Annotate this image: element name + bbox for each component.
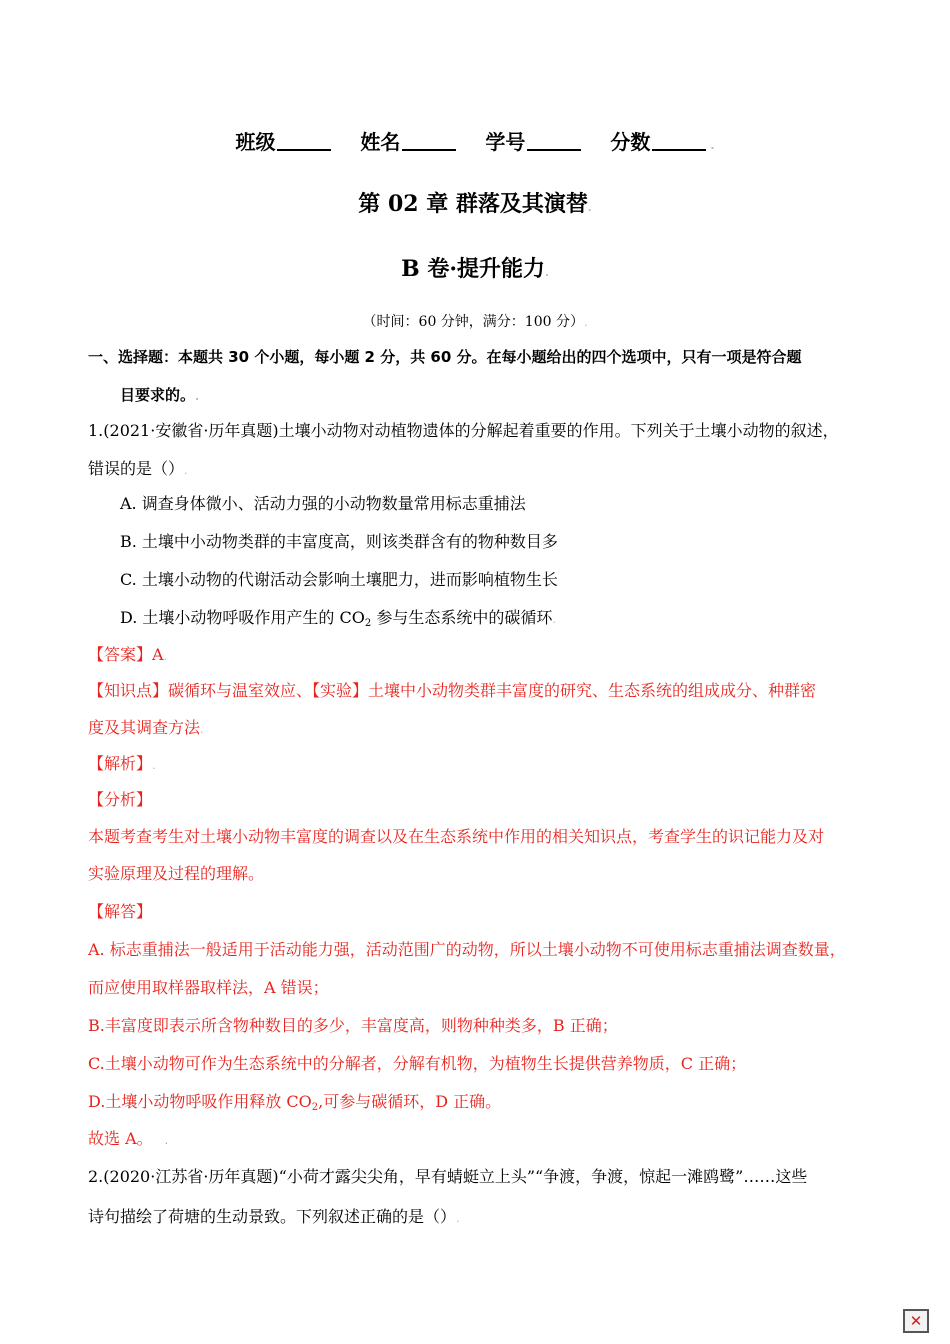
q1-knowledge-line1: 【知识点】碳循环与温室效应、【实验】土壤中小动物类群丰富度的研究、生态系统的组成成分、种群密 — [88, 681, 817, 700]
paragraph-mark: . — [195, 390, 200, 403]
q1-jieda-a-line1: A. 标志重捕法一般适用于活动能力强，活动范围广的动物，所以土壤小动物不可使用标志重捕法调查数量， — [88, 940, 846, 959]
q1-knowledge-line2-text: 度及其调查方法 — [88, 718, 201, 737]
class-blank — [277, 131, 331, 151]
q1-jieda-d-text-end: ,可参与碳循环，D 正确。 — [318, 1092, 502, 1111]
name-blank — [402, 131, 456, 151]
q1-stem-line2 — [88, 458, 188, 482]
q1-conclusion-text: 故选 A。 — [88, 1129, 153, 1148]
q1-option-a: A. 调查身体微小、活动力强的小动物数量常用标志重捕法 — [120, 494, 526, 513]
q1-option-d-text: D. 土壤小动物呼吸作用产生的 CO — [120, 608, 365, 627]
q1-analysis-label-text: 【解析】 — [88, 754, 153, 773]
q2-stem-line1: 2.(2020·江苏省·历年真题)“小荷才露尖尖角，早有蜻蜓立上头”“争渡，争渡，惊起一滩鸥鹭”……这些 — [88, 1167, 808, 1186]
paragraph-mark: . — [164, 1134, 169, 1147]
q1-jieda-b: B.丰富度即表示所含物种数目的多少，丰富度高，则物种种类多，B 正确； — [88, 1016, 618, 1035]
q1-knowledge-line2 — [88, 717, 204, 741]
q1-fenxi-line1: 本题考查考生对土壤小动物丰富度的调查以及在生态系统中作用的相关知识点，考查学生的识记能力及对 — [88, 827, 825, 846]
chapter-title — [0, 189, 950, 223]
q1-analysis-label — [88, 753, 156, 777]
paragraph-mark: . — [710, 139, 715, 152]
q1-stem-line1: 1.(2021·安徽省·历年真题)土壤小动物对动植物遗体的分解起着重要的作用。下列关于土壤小动物的叙述， — [88, 421, 839, 440]
section-heading-line1: 一、选择题：本题共 30 个小题，每小题 2 分，共 60 分。在每小题给出的四个选项中，只有一项是符合题 — [88, 348, 802, 366]
time-info-text: （时间：60 分钟，满分：100 分） — [362, 314, 584, 330]
paper-subtitle-text: B 卷·提升能力 — [401, 256, 546, 282]
paragraph-mark: . — [163, 650, 168, 663]
class-label: 班级 — [235, 130, 276, 154]
paragraph-mark: . — [587, 201, 592, 214]
paper-subtitle — [0, 254, 950, 288]
student-info-line — [0, 128, 950, 160]
close-button[interactable] — [903, 1309, 929, 1333]
paragraph-mark: . — [152, 759, 156, 772]
q1-answer-text: 【答案】A — [88, 645, 164, 664]
q1-option-d — [120, 607, 556, 635]
q1-jieda-c: C.土壤小动物可作为生态系统中的分解者，分解有机物，为植物生长提供营养物质，C 正确； — [88, 1054, 747, 1073]
close-icon: ✕ — [909, 1311, 923, 1330]
paragraph-mark: . — [545, 266, 549, 279]
name-label: 姓名 — [360, 130, 401, 154]
q1-option-c: C. 土壤小动物的代谢活动会影响土壤肥力，进而影响植物生长 — [120, 570, 558, 589]
q2-stem-line2 — [88, 1206, 460, 1230]
section-heading-line2-text: 目要求的。 — [120, 386, 196, 404]
q1-jieda-d-text: D.土壤小动物呼吸作用释放 CO — [88, 1092, 312, 1111]
q1-stem-line2-text: 错误的是（） — [88, 459, 185, 478]
time-info — [0, 312, 950, 333]
q1-fenxi-label: 【分析】 — [88, 790, 153, 809]
paragraph-mark: . — [456, 1212, 460, 1225]
score-blank — [652, 131, 706, 151]
q1-option-d-subscript: 2 — [364, 618, 372, 629]
id-blank — [527, 131, 581, 151]
paragraph-mark: . — [200, 723, 204, 736]
q1-jieda-a-line2: 而应使用取样器取样法，A 错误； — [88, 978, 329, 997]
q1-option-d-text-end: 参与生态系统中的碳循环 — [371, 608, 553, 627]
paragraph-mark: . — [583, 316, 588, 329]
score-label: 分数 — [610, 130, 651, 154]
q1-jieda-label: 【解答】 — [88, 902, 153, 921]
q1-answer — [88, 644, 167, 668]
paragraph-mark: . — [552, 613, 556, 626]
q2-stem-line2-text: 诗句描绘了荷塘的生动景致。下列叙述正确的是（） — [88, 1207, 457, 1226]
section-heading-line2 — [120, 384, 199, 408]
q1-jieda-d — [88, 1091, 501, 1119]
q1-option-b: B. 土壤中小动物类群的丰富度高，则该类群含有的物种数目多 — [120, 532, 558, 551]
id-label: 学号 — [485, 130, 526, 154]
q1-conclusion — [88, 1128, 168, 1152]
q1-fenxi-line2: 实验原理及过程的理解。 — [88, 864, 265, 883]
q1-jieda-d-subscript: 2 — [311, 1102, 319, 1113]
chapter-title-text: 第 02 章 群落及其演替 — [358, 191, 588, 217]
paragraph-mark: . — [184, 464, 188, 477]
